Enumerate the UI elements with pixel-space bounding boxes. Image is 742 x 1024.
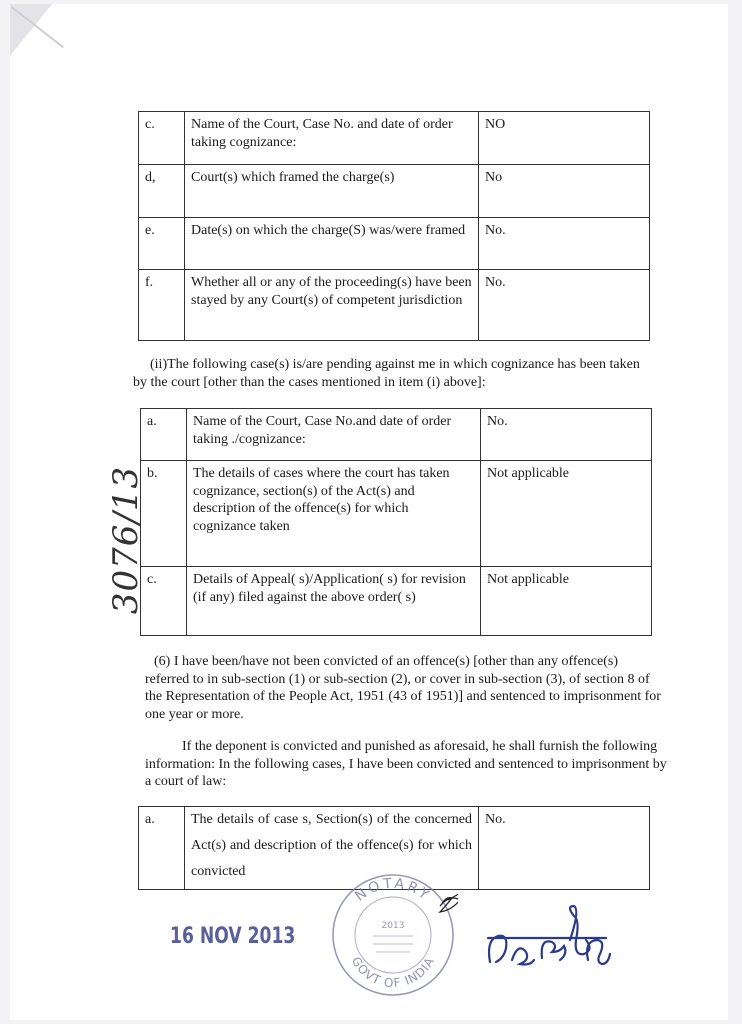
seal-top-text: NOTARY bbox=[352, 875, 434, 905]
row-value: Not applicable bbox=[481, 461, 652, 567]
svg-text:NOTARY bbox=[352, 876, 434, 905]
row-value: No. bbox=[479, 270, 650, 341]
table-row bbox=[141, 567, 652, 636]
row-index: a. bbox=[141, 409, 187, 461]
paragraph-ii: (ii)The following case(s) is/are pending against me in which cognizance has been taken by the court [other than the cases mentioned in item (i) above]: bbox=[133, 357, 640, 390]
row-index: e. bbox=[139, 218, 185, 270]
row-label: Details of Appeal( s)/Application( s) for revision (if any) filed against the above order( s) bbox=[187, 567, 481, 636]
seal-year: 2013 bbox=[381, 921, 405, 931]
table-row bbox=[139, 218, 650, 270]
cases-table-ii bbox=[140, 408, 652, 636]
notary-seal-icon bbox=[328, 870, 458, 1000]
row-label: Name of the Court, Case No. and date of order taking cognizance: bbox=[185, 112, 479, 165]
paragraph-deponent: If the deponent is convicted and punished as aforesaid, he shall furnish the following information: In the following cases, I have been convicted and sentenced to imprisonment by a court of law: bbox=[145, 739, 667, 789]
row-value: NO bbox=[479, 112, 650, 165]
cases-table-i bbox=[138, 111, 650, 341]
date-stamp: 16 NOV 2013 bbox=[170, 924, 296, 949]
row-value: No bbox=[479, 165, 650, 218]
row-index: d, bbox=[139, 165, 185, 218]
svg-text:GOVT OF INDIA bbox=[349, 954, 437, 990]
table-row bbox=[141, 461, 652, 567]
row-label: The details of cases where the court has taken cognizance, section(s) of the Act(s) and description of the offence(s) for which cognizance taken bbox=[187, 461, 481, 567]
paragraph-6: (6) I have been/have not been convicted of an offence(s) [other than any offence(s) referred to in sub-section (1) or sub-section (2), or cover in sub-section (3), of section 8 of the Representation of the People Act, 1951 (43 of 1951)] and sentenced to imprisonment for one year or more. bbox=[145, 654, 661, 722]
row-value: No. bbox=[479, 218, 650, 270]
row-index: c. bbox=[139, 112, 185, 165]
row-index: c. bbox=[141, 567, 187, 636]
row-value: No. bbox=[479, 807, 650, 890]
signature-icon bbox=[484, 900, 614, 980]
row-label: Date(s) on which the charge(S) was/were framed bbox=[185, 218, 479, 270]
row-index: f. bbox=[139, 270, 185, 341]
row-index: a. bbox=[139, 807, 185, 890]
table-row bbox=[141, 409, 652, 461]
row-label: The details of case s, Section(s) of the concerned Act(s) and description of the offence(s) for which convicted bbox=[185, 807, 479, 890]
row-value: No. bbox=[481, 409, 652, 461]
table-row bbox=[139, 270, 650, 341]
row-value: Not applicable bbox=[481, 567, 652, 636]
table-row bbox=[139, 165, 650, 218]
handwritten-reference-number: 3076/13 bbox=[106, 465, 147, 615]
row-label: Name of the Court, Case No.and date of order taking ./cognizance: bbox=[187, 409, 481, 461]
table-row bbox=[139, 112, 650, 165]
seal-bottom-text: GOVT OF INDIA bbox=[348, 954, 438, 991]
row-label: Court(s) which framed the charge(s) bbox=[185, 165, 479, 218]
row-index: b. bbox=[141, 461, 187, 567]
row-label: Whether all or any of the proceeding(s) have been stayed by any Court(s) of competent jurisdiction bbox=[185, 270, 479, 341]
